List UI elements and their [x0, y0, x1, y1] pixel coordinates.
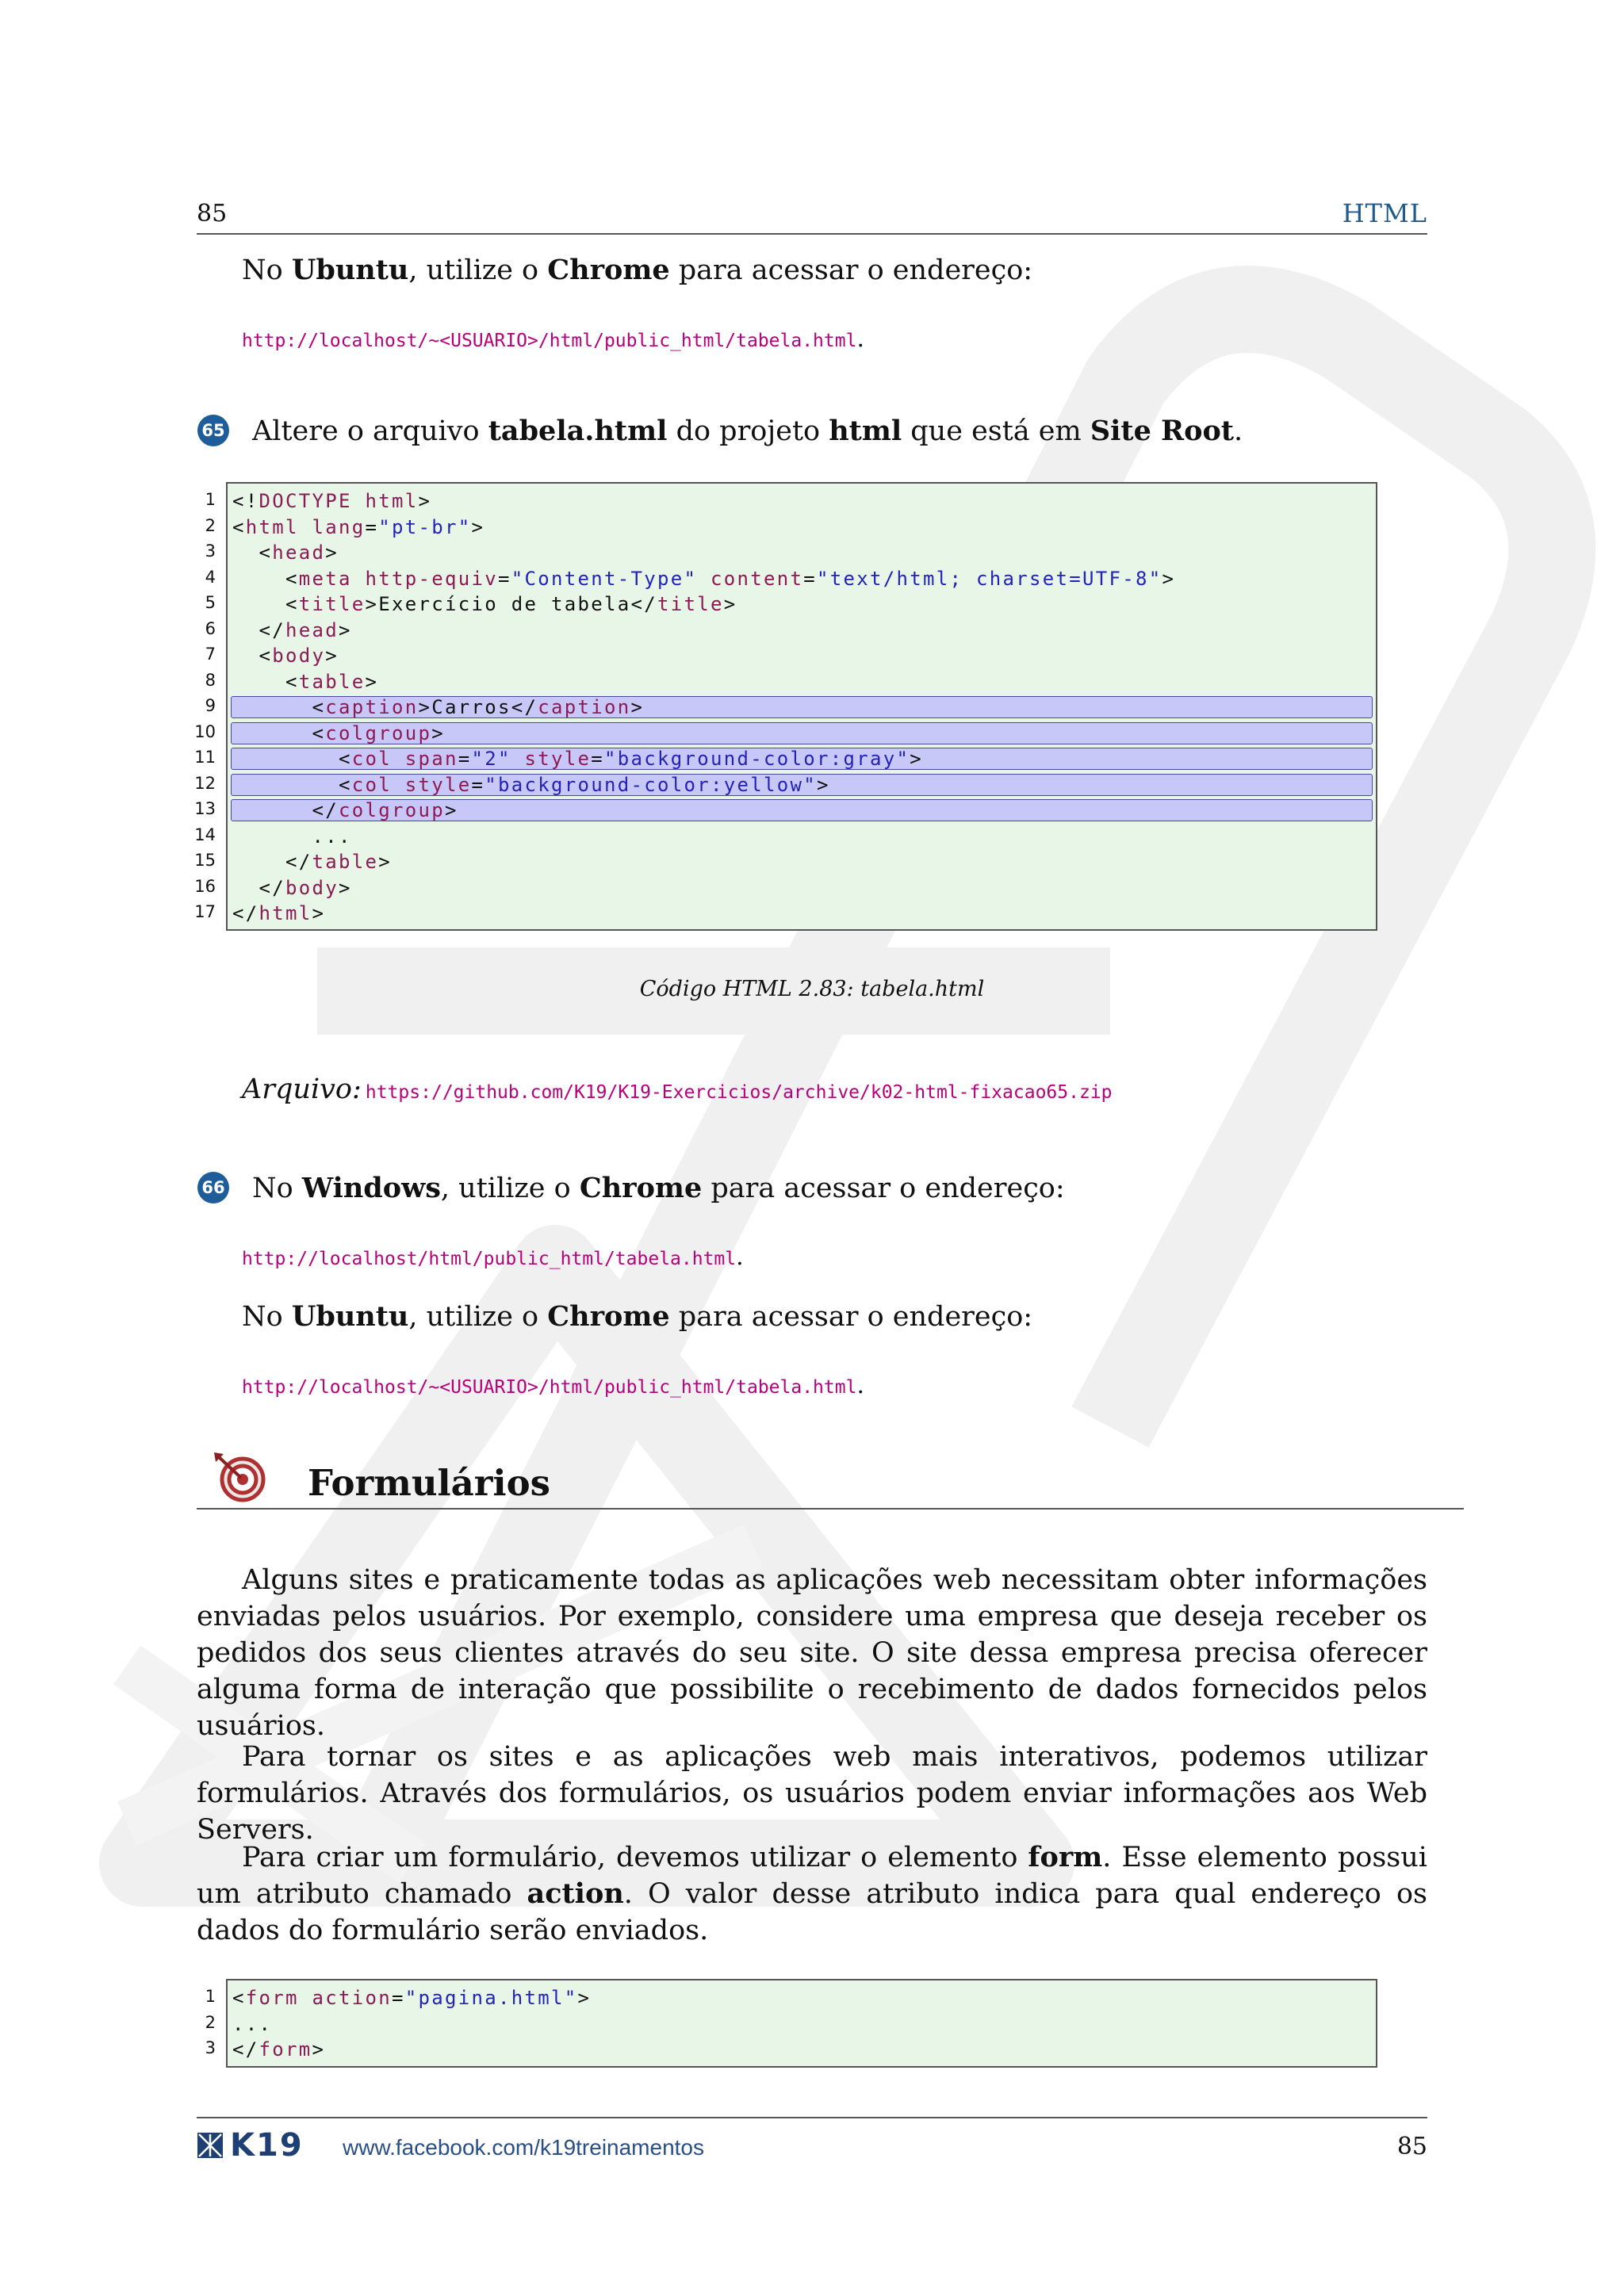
windows-url-link[interactable]: http://localhost/html/public_html/tabela.html	[242, 1249, 737, 1269]
code-line-highlighted: <colgroup>	[228, 721, 1376, 746]
step-badge-66: 66	[197, 1172, 229, 1203]
footer-divider	[197, 2117, 1427, 2118]
ubuntu-instruction: No Ubuntu, utilize o Chrome para acessar o endereço:	[242, 254, 1033, 286]
line-number: 12	[194, 773, 216, 793]
code-line-highlighted: <col style="background-color:yellow">	[228, 772, 1376, 798]
paragraph-3: Para criar um formulário, devemos utilizar o elemento form. Esse elemento possui um atributo chamado action. O valor desse atributo indica para qual endereço os dados do formulário serão enviados.	[197, 1841, 1427, 1946]
code-line: </table>	[232, 851, 392, 873]
header-divider	[197, 233, 1427, 235]
code-line-highlighted: <caption>Carros</caption>	[228, 695, 1376, 720]
code-caption: Código HTML 2.83: tabela.html	[639, 977, 985, 1001]
code-line: <head>	[232, 541, 339, 564]
line-number: 13	[194, 799, 216, 818]
ubuntu-url-link[interactable]: http://localhost/~<USUARIO>/html/public_html/tabela.html	[242, 331, 857, 351]
header-page-number: 85	[197, 200, 228, 228]
ubuntu-instruction-2: No Ubuntu, utilize o Chrome para acessar o endereço:	[242, 1300, 1033, 1333]
code-line: <table>	[232, 670, 379, 693]
code-block-form	[226, 1979, 1377, 2068]
line-number: 7	[205, 645, 216, 664]
archive-label: Arquivo:	[242, 1073, 362, 1105]
line-number: 1	[205, 490, 216, 509]
archive-url-link[interactable]: https://github.com/K19/K19-Exercicios/archive/k02-html-fixacao65.zip	[365, 1082, 1113, 1103]
code-line: ...	[232, 825, 352, 848]
windows-instruction: No Windows, utilize o Chrome para acessar o endereço:	[252, 1172, 1065, 1204]
code-line: <body>	[232, 645, 339, 667]
windows-url-line: http://localhost/html/public_html/tabela.html.	[242, 1243, 744, 1271]
paragraph-1: Alguns sites e praticamente todas as aplicações web necessitam obter informações enviadas pelos usuários. Por exemplo, considere uma empresa que deseja receber os pedidos dos seus clientes através do seu site. O site dessa empresa precisa oferecer alguma forma de interação que possibilite o recebimento de dados fornecidos pelos usuários.	[197, 1564, 1427, 1742]
line-number: 3	[205, 2038, 216, 2057]
ubuntu-url-line-2: http://localhost/~<USUARIO>/html/public_html/tabela.html.	[242, 1372, 864, 1399]
line-number: 2	[205, 2012, 216, 2032]
line-number: 9	[205, 696, 216, 715]
footer-facebook-link[interactable]: www.facebook.com/k19treinamentos	[343, 2135, 704, 2160]
line-number: 17	[194, 902, 216, 921]
line-number: 15	[194, 851, 216, 870]
line-number: 4	[205, 567, 216, 587]
code-line-highlighted: </colgroup>	[228, 798, 1376, 823]
line-number: 3	[205, 541, 216, 561]
step-65-instruction: Altere o arquivo tabela.html do projeto html que está em Site Root.	[252, 415, 1243, 447]
header-section-title: HTML	[1342, 198, 1427, 228]
footer-logo	[197, 2127, 304, 2164]
archive-line	[242, 1073, 1113, 1105]
code-line: <!DOCTYPE html>	[232, 490, 432, 512]
code-line: <form action="pagina.html">	[232, 1987, 592, 2009]
line-number: 10	[194, 721, 216, 741]
code-line: <meta http-equiv="Content-Type" content="text/html; charset=UTF-8">	[232, 567, 1176, 590]
code-block-tabela-html	[226, 482, 1377, 931]
line-number: 6	[205, 618, 216, 638]
code-line: </form>	[232, 2038, 326, 2061]
code-line: </html>	[232, 902, 326, 924]
ubuntu-url-line: http://localhost/~<USUARIO>/html/public_html/tabela.html.	[242, 325, 864, 353]
code-line: </body>	[232, 876, 352, 899]
line-number: 11	[194, 748, 216, 767]
line-number: 5	[205, 593, 216, 612]
code-line: <html lang="pt-br">	[232, 515, 485, 538]
paragraph-2: Para tornar os sites e as aplicações web mais interativos, podemos utilizar formulários. Através dos formulários, os usuários podem enviar informações aos Web Servers.	[197, 1741, 1427, 1846]
code-line-highlighted: <col span="2" style="background-color:gray">	[228, 746, 1376, 771]
line-number: 8	[205, 670, 216, 690]
line-number: 2	[205, 515, 216, 535]
code-line: </head>	[232, 618, 352, 641]
k19-logo-icon	[197, 2132, 224, 2159]
line-number: 14	[194, 825, 216, 844]
ubuntu-url-link-2[interactable]: http://localhost/~<USUARIO>/html/public_html/tabela.html	[242, 1377, 857, 1398]
section-divider	[197, 1508, 1464, 1510]
k19-brand: K19	[230, 2127, 304, 2164]
section-title: Formulários	[308, 1462, 550, 1504]
target-icon	[213, 1451, 268, 1503]
line-number: 1	[205, 1987, 216, 2006]
step-badge-65: 65	[197, 415, 229, 446]
footer-page-number: 85	[1396, 2133, 1427, 2160]
line-number: 16	[194, 876, 216, 896]
code-line: ...	[232, 2012, 273, 2035]
code-line: <title>Exercício de tabela</title>	[232, 593, 737, 615]
